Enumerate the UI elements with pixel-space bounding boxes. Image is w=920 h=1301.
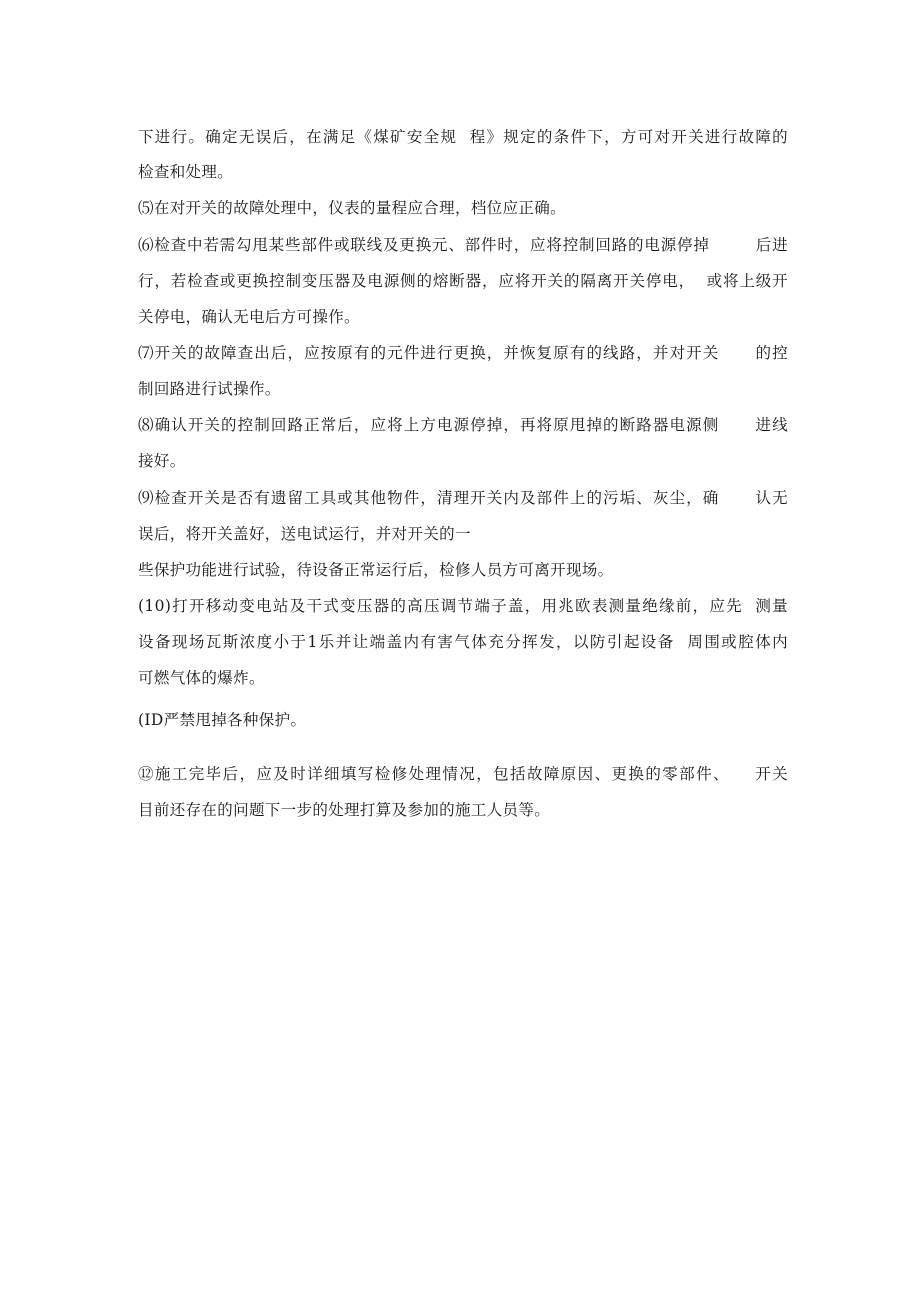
text-line-12: 误后，将开关盖好，送电试运行，并对开关的一 (138, 525, 471, 543)
text-line-18: ⑫施工完毕后，应及时详细填写检修处理情况，包括故障原因、更换的零部件、 开关 (138, 765, 788, 783)
text-line-9: ⑻确认开关的控制回路正常后，应将上方电源停掉，再将原甩掉的断路器电源侧 进线 (138, 416, 788, 434)
text-line-2: 检查和处理。 (138, 163, 234, 181)
text-line-15: 设备现场瓦斯浓度小于1乐并让端盖内有害气体充分挥发，以防引起设备 周围或腔体内 (138, 633, 788, 651)
text-line-19: 目前还存在的问题下一步的处理打算及参加的施工人员等。 (138, 801, 551, 819)
text-line-17: (ID严禁甩掉各种保护。 (138, 711, 307, 729)
text-line-8: 制回路进行试操作。 (138, 380, 281, 398)
text-line-6: 关停电，确认无电后方可操作。 (138, 308, 360, 326)
text-line-5: 行，若检查或更换控制变压器及电源侧的熔断器，应将开关的隔离开关停电， 或将上级开 (138, 272, 788, 290)
text-line-3: ⑸在对开关的故障处理中，仪表的量程应合理，档位应正确。 (138, 199, 566, 217)
text-line-14: (10)打开移动变电站及干式变压器的高压调节端子盖，用兆欧表测量绝缘前，应先 测量 (138, 597, 788, 615)
text-line-13: 些保护功能进行试验，待设备正常运行后，检修人员方可离开现场。 (138, 561, 614, 579)
text-line-4: ⑹检查中若需勾甩某些部件或联线及更换元、部件时，应将控制回路的电源停掉 后进 (138, 236, 788, 254)
text-line-16: 可燃气体的爆炸。 (138, 669, 265, 687)
text-line-7: ⑺开关的故障查出后，应按原有的元件进行更换，并恢复原有的线路，并对开关 的控 (138, 344, 788, 362)
text-line-11: ⑼检查开关是否有遗留工具或其他物件，清理开关内及部件上的污垢、灰尘，确 认无 (138, 489, 788, 507)
text-line-10: 接好。 (138, 452, 186, 470)
text-line-1: 下进行。确定无误后，在满足《煤矿安全规 程》规定的条件下，方可对开关进行故障的 (138, 128, 788, 146)
